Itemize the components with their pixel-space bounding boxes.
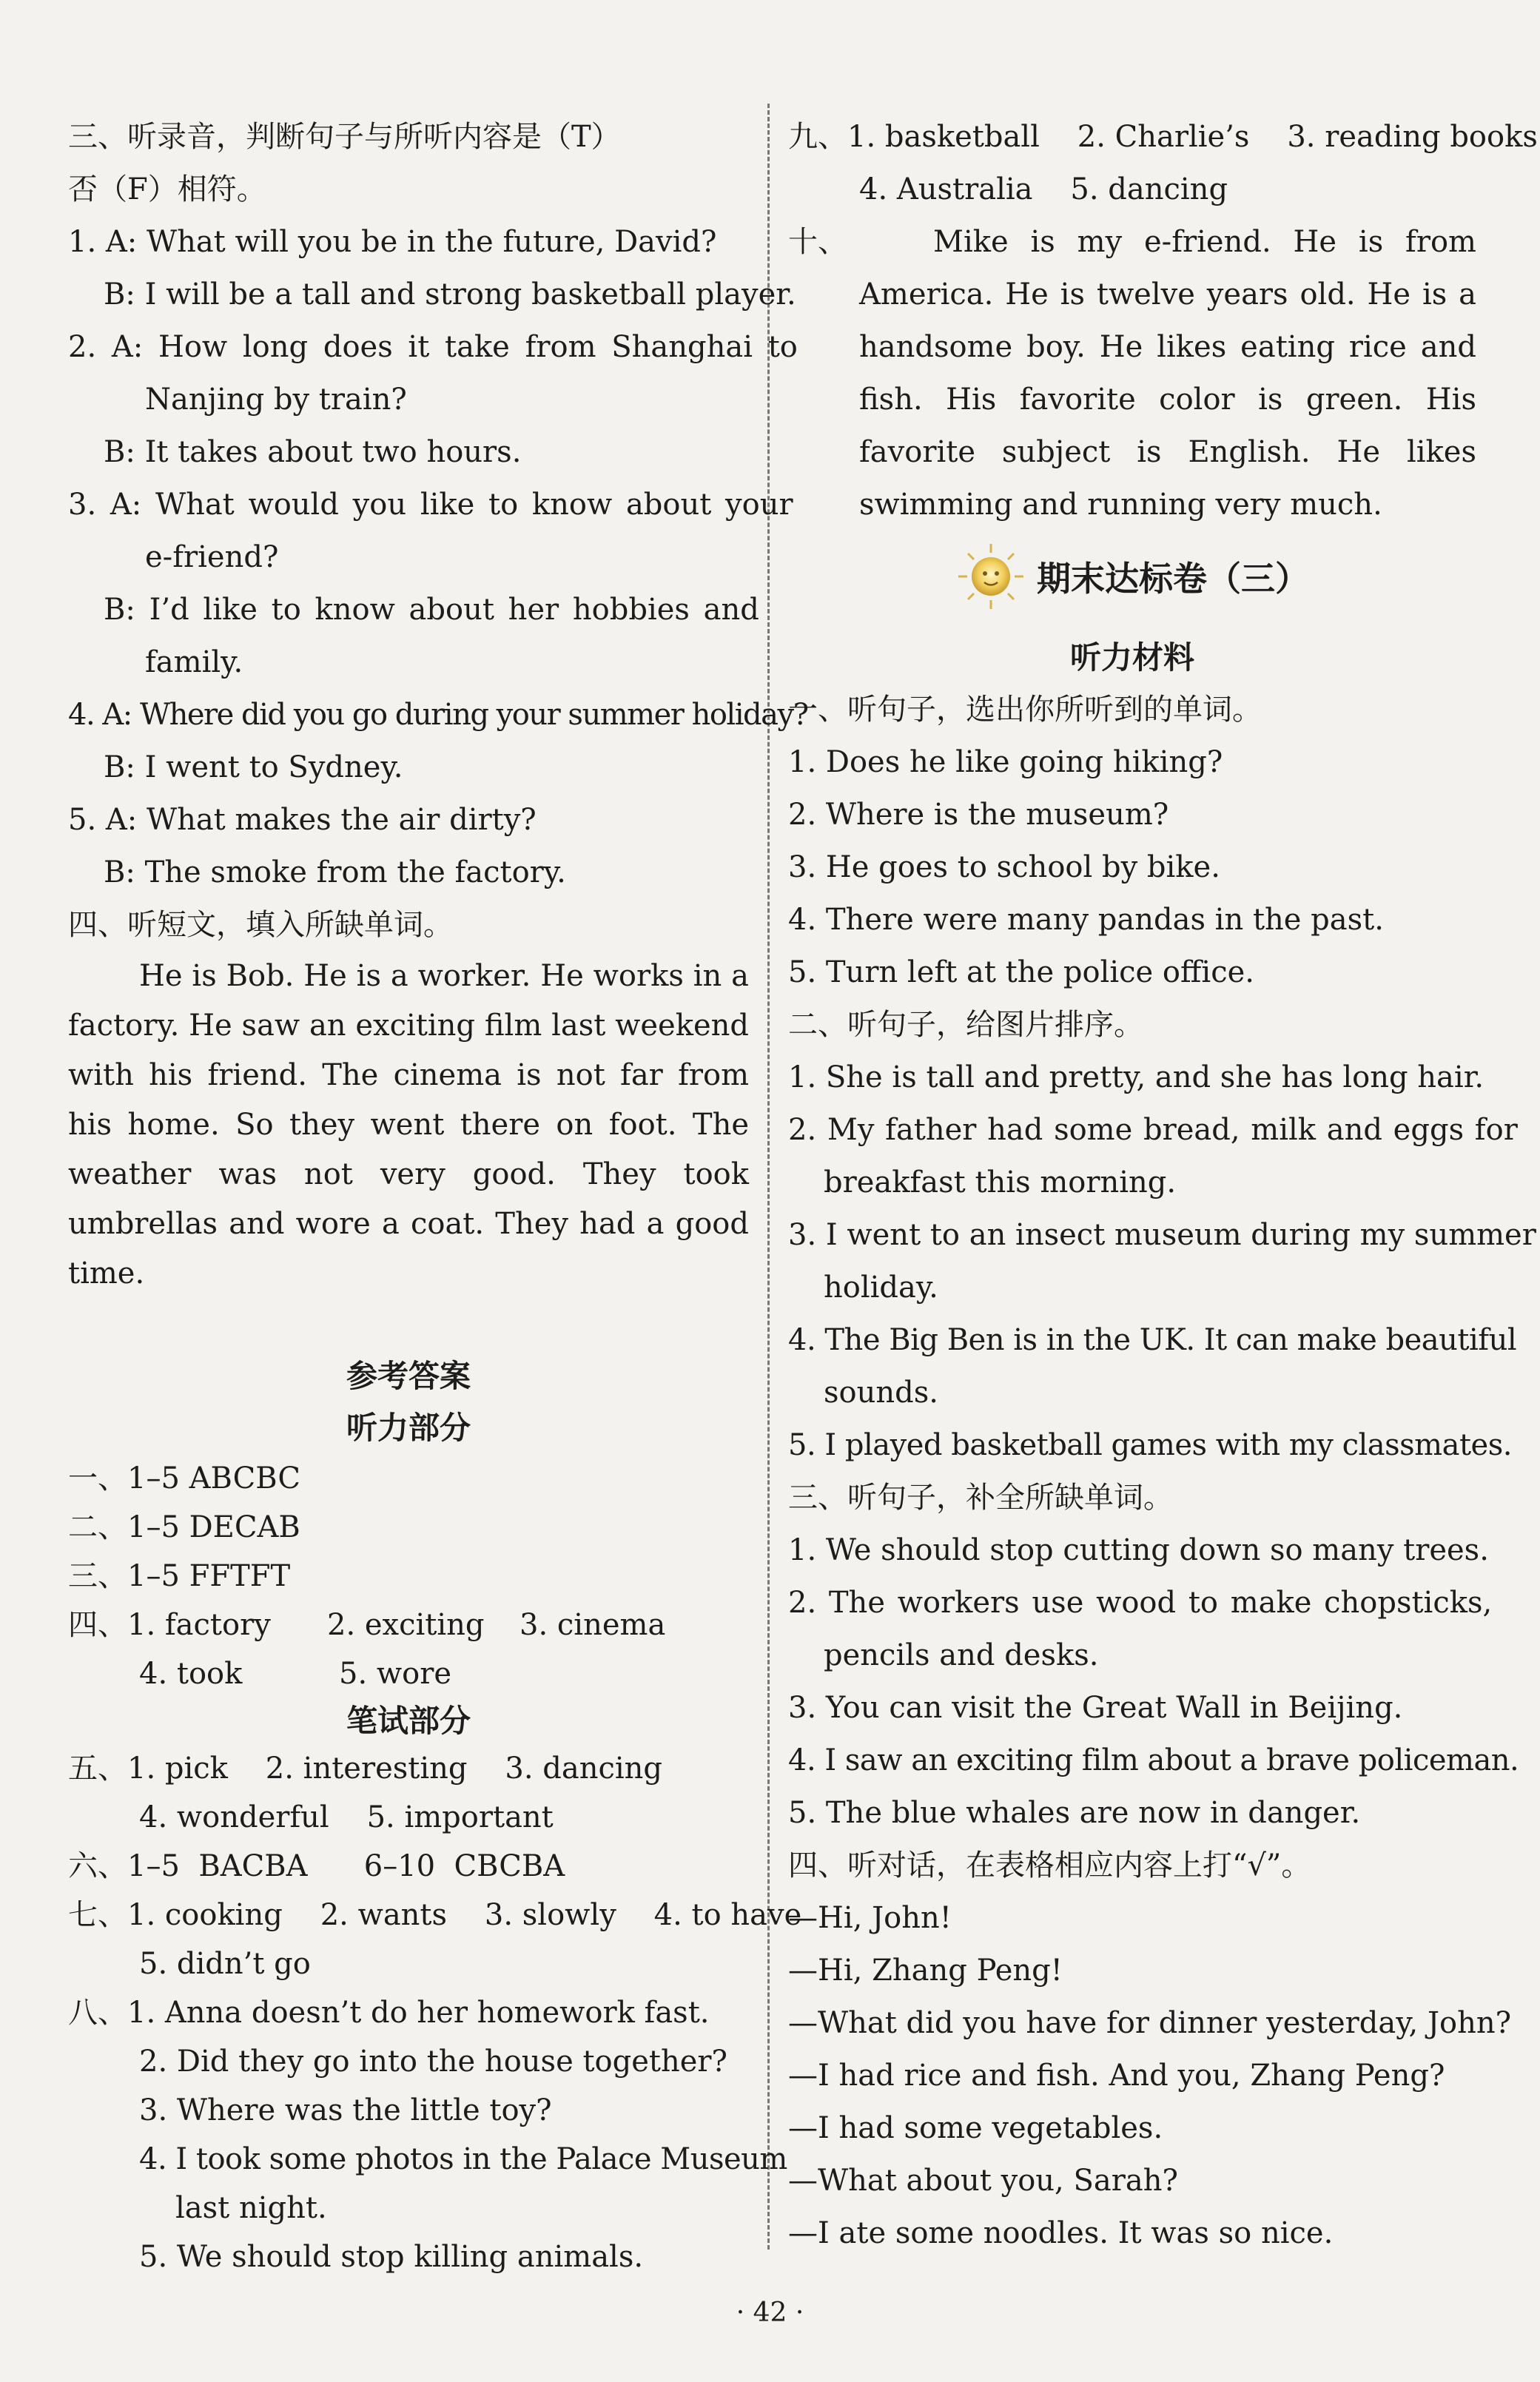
r-s1-item4: 4. There were many pandas in the past. bbox=[788, 903, 1384, 937]
r-section3-heading: 三、听句子，补全所缺单词。 bbox=[788, 1481, 1173, 1515]
r-s2-item4: 4. The Big Ben is in the UK. It can make beautiful bbox=[788, 1323, 1517, 1357]
dialogue-line4: —I had rice and fish. And you, Zhang Peng? bbox=[788, 2059, 1445, 2093]
answer-7-line2: 5. didn’t go bbox=[139, 1947, 311, 1981]
s3-item1-b: B: I will be a tall and strong basketball player. bbox=[104, 277, 796, 312]
s3-item2-b: B: It takes about two hours. bbox=[104, 435, 522, 469]
answer-1: 一、1–5 ABCBC bbox=[68, 1461, 300, 1496]
s3-item5-b: B: The smoke from the factory. bbox=[104, 855, 566, 889]
answer-7-prefix: 七、 bbox=[68, 1898, 127, 1932]
answer-9-line1 bbox=[788, 111, 1538, 164]
dialogue-line7: —I ate some noodles. It was so nice. bbox=[788, 2216, 1334, 2250]
answer-5-line2: 4. wonderful 5. important bbox=[139, 1800, 554, 1834]
answer-3: 三、1–5 FFTFT bbox=[68, 1559, 291, 1593]
answer-5-line1 bbox=[68, 1744, 749, 1793]
sun-emblem-icon bbox=[955, 541, 1026, 612]
r-s2-item4-cont: sounds. bbox=[824, 1376, 938, 1410]
answer-8-item2: 2. Did they go into the house together? bbox=[139, 2045, 727, 2079]
r-s3-item1: 1. We should stop cutting down so many trees. bbox=[788, 1533, 1489, 1567]
answer-9-items1: 1. basketball 2. Charlie’s 3. reading books bbox=[847, 120, 1538, 154]
s3-item4-a: 4. A: Where did you go during your summer holiday? bbox=[68, 698, 808, 732]
answer-10 bbox=[788, 216, 1476, 531]
answer-10-text: Mike is my e-friend. He is from America. He is twelve years old. He is a handsome boy. He likes eating rice and fish. His favorite color is green. His favorite subject is English. He likes swimming and running very much. bbox=[859, 225, 1476, 522]
answer-8-item1: 1. Anna doesn’t do her homework fast. bbox=[127, 1996, 710, 2030]
exam-title: 期末达标卷（三） bbox=[1037, 559, 1309, 599]
r-s3-item2: 2. The workers use wood to make chopsticks, bbox=[788, 1586, 1493, 1620]
answer-7-items1: 1. cooking 2. wants 3. slowly 4. to have bbox=[127, 1898, 802, 1932]
r-section1-heading: 一、听句子，选出你所听到的单词。 bbox=[788, 693, 1262, 727]
answer-2: 二、1–5 DECAB bbox=[68, 1510, 300, 1544]
r-s3-item3: 3. You can visit the Great Wall in Beijing. bbox=[788, 1691, 1403, 1725]
r-s1-item5: 5. Turn left at the police office. bbox=[788, 955, 1254, 989]
section3-heading-line1: 三、听录音，判断句子与所听内容是（T） bbox=[68, 120, 621, 154]
answer-6: 六、1–5 BACBA 6–10 CBCBA bbox=[68, 1849, 565, 1883]
written-part-title: 笔试部分 bbox=[346, 1703, 471, 1739]
r-s2-item2: 2. My father had some bread, milk and eggs for bbox=[788, 1113, 1518, 1147]
answer-8-item5: 5. We should stop killing animals. bbox=[139, 2240, 644, 2274]
answer-4-item5: 5. wore bbox=[339, 1657, 451, 1691]
dialogue-line3: —What did you have for dinner yesterday, John? bbox=[788, 2006, 1512, 2040]
r-s2-item5: 5. I played basketball games with my classmates. bbox=[788, 1428, 1512, 1462]
r-s2-item3: 3. I went to an insect museum during my summer bbox=[788, 1218, 1536, 1252]
answer-4-prefix: 四、 bbox=[68, 1608, 127, 1642]
r-section2-heading: 二、听句子，给图片排序。 bbox=[788, 1008, 1143, 1042]
answer-4-line1 bbox=[68, 1601, 749, 1649]
answer-9-line2: 4. Australia 5. dancing bbox=[859, 172, 1228, 206]
dialogue-line2: —Hi, Zhang Peng! bbox=[788, 1954, 1063, 1988]
r-s2-item1: 1. She is tall and pretty, and she has long hair. bbox=[788, 1060, 1484, 1094]
s3-item2-a-cont: Nanjing by train? bbox=[145, 383, 407, 417]
answer-4-item4: 4. took bbox=[139, 1657, 243, 1691]
answer-8-item4: 4. I took some photos in the Palace Museum bbox=[139, 2142, 787, 2176]
listening-part-title: 听力部分 bbox=[346, 1410, 471, 1446]
r-s3-item5: 5. The blue whales are now in danger. bbox=[788, 1796, 1361, 1830]
s3-item1-a: 1. A: What will you be in the future, David? bbox=[68, 225, 717, 259]
r-s1-item3: 3. He goes to school by bike. bbox=[788, 850, 1220, 884]
r-s3-item4: 4. I saw an exciting film about a brave policeman. bbox=[788, 1743, 1519, 1777]
left-column bbox=[68, 111, 808, 2281]
answer-10-prefix: 十、 bbox=[788, 225, 847, 259]
dialogue-line6: —What about you, Sarah? bbox=[788, 2164, 1178, 2198]
s3-item3-a-cont: e-friend? bbox=[145, 540, 279, 574]
answer-4-item2: 2. exciting bbox=[327, 1608, 485, 1642]
page-number: · 42 · bbox=[736, 2298, 804, 2328]
right-column bbox=[788, 111, 1538, 2260]
section3-heading-line2: 否（F）相符。 bbox=[68, 172, 266, 206]
s3-item3-b-cont: family. bbox=[145, 645, 243, 679]
r-s3-item2-cont: pencils and desks. bbox=[824, 1638, 1099, 1672]
r-s2-item3-cont: holiday. bbox=[824, 1271, 938, 1305]
s3-item2-a: 2. A: How long does it take from Shanghai to bbox=[68, 330, 798, 364]
r-s2-item2-cont: breakfast this morning. bbox=[824, 1165, 1177, 1200]
answer-8-item3: 3. Where was the little toy? bbox=[139, 2093, 552, 2127]
answer-9-prefix: 九、 bbox=[788, 120, 847, 154]
answer-4-item3: 3. cinema bbox=[520, 1608, 666, 1642]
r-s1-item1: 1. Does he like going hiking? bbox=[788, 745, 1223, 779]
exam-banner bbox=[788, 536, 1476, 617]
s3-item5-a: 5. A: What makes the air dirty? bbox=[68, 803, 537, 837]
answers-title: 参考答案 bbox=[346, 1358, 471, 1394]
answer-4-item1: 1. factory bbox=[127, 1608, 271, 1642]
listening-material-title: 听力材料 bbox=[1069, 639, 1194, 676]
answer-7-line1 bbox=[68, 1891, 802, 1939]
dialogue-line5: —I had some vegetables. bbox=[788, 2111, 1163, 2145]
r-s1-item2: 2. Where is the museum? bbox=[788, 798, 1169, 832]
answer-8-prefix: 八、 bbox=[68, 1996, 127, 2030]
dialogue-line1: —Hi, John! bbox=[788, 1901, 952, 1935]
s3-item3-a: 3. A: What would you like to know about your bbox=[68, 488, 793, 522]
answer-8-item4-cont: last night. bbox=[175, 2191, 327, 2225]
answer-5-items1: 1. pick 2. interesting 3. dancing bbox=[127, 1752, 663, 1786]
r-section4-heading: 四、听对话，在表格相应内容上打“√”。 bbox=[788, 1848, 1311, 1883]
answer-5-prefix: 五、 bbox=[68, 1752, 127, 1786]
s3-item3-b: B: I’d like to know about her hobbies and bbox=[104, 593, 759, 627]
section4-passage: He is Bob. He is a worker. He works in a factory. He saw an exciting film last weekend with his friend. The cinema is not far from his home. So they went there on foot. The weather was not very good. They took umbrellas and wore a coat. They had a good time. bbox=[68, 959, 749, 1291]
answer-4-line2 bbox=[68, 1649, 749, 1698]
s3-item4-b: B: I went to Sydney. bbox=[104, 750, 403, 784]
section4-heading: 四、听短文，填入所缺单词。 bbox=[68, 908, 453, 942]
answer-8-line1 bbox=[68, 1988, 749, 2037]
